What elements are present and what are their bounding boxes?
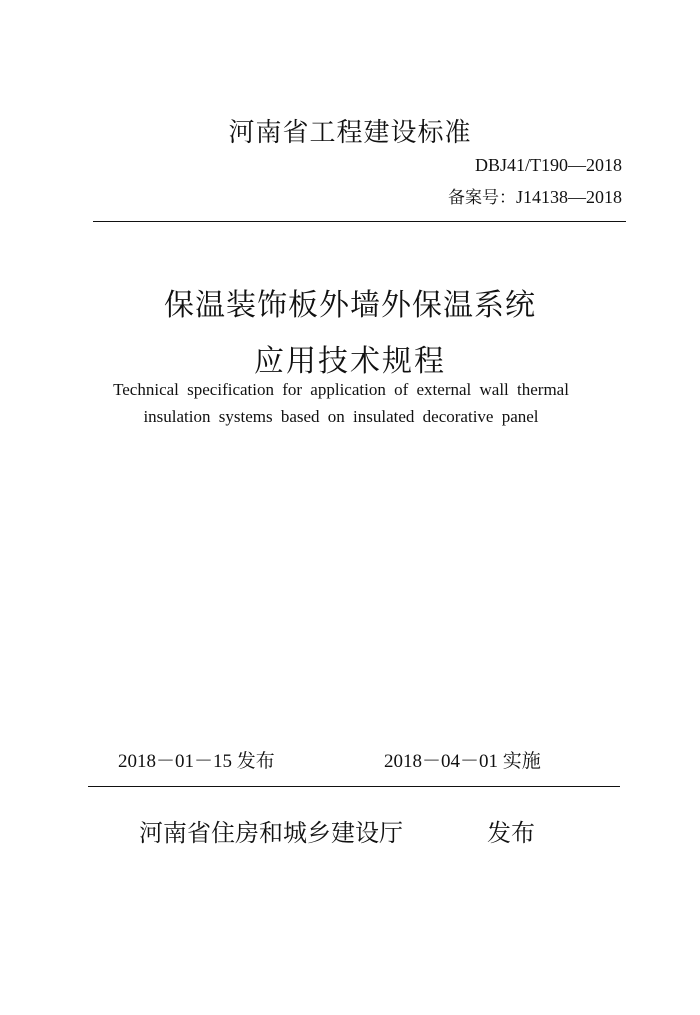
issue-label: 发布 xyxy=(236,750,275,772)
issuing-authority: 河南省住房和城乡建设厅 xyxy=(139,819,403,847)
issue-date: 2018－01－15 xyxy=(118,751,233,772)
record-number-value: J14138—2018 xyxy=(515,187,622,207)
standard-category: 河南省工程建设标准 xyxy=(228,118,472,148)
title-chinese-line-2: 应用技术规程 xyxy=(254,344,446,379)
bottom-divider xyxy=(88,786,620,787)
record-number-label: 备案号： xyxy=(447,188,516,208)
title-english-line-1: Technical specification for application of external wall thermal xyxy=(113,380,569,399)
title-english-line-2: insulation systems based on insulated decorative panel xyxy=(143,407,539,426)
implement-label: 实施 xyxy=(502,750,541,772)
standard-number: DBJ41/T190—2018 xyxy=(474,155,622,175)
issue-date-block xyxy=(118,746,275,773)
record-number xyxy=(448,183,622,208)
title-chinese-line-1: 保温装饰板外墙外保温系统 xyxy=(164,288,536,323)
top-divider xyxy=(93,221,626,222)
implement-date: 2018－04－01 xyxy=(384,751,499,772)
issuing-action: 发布 xyxy=(487,819,535,847)
implement-date-block xyxy=(384,746,541,773)
